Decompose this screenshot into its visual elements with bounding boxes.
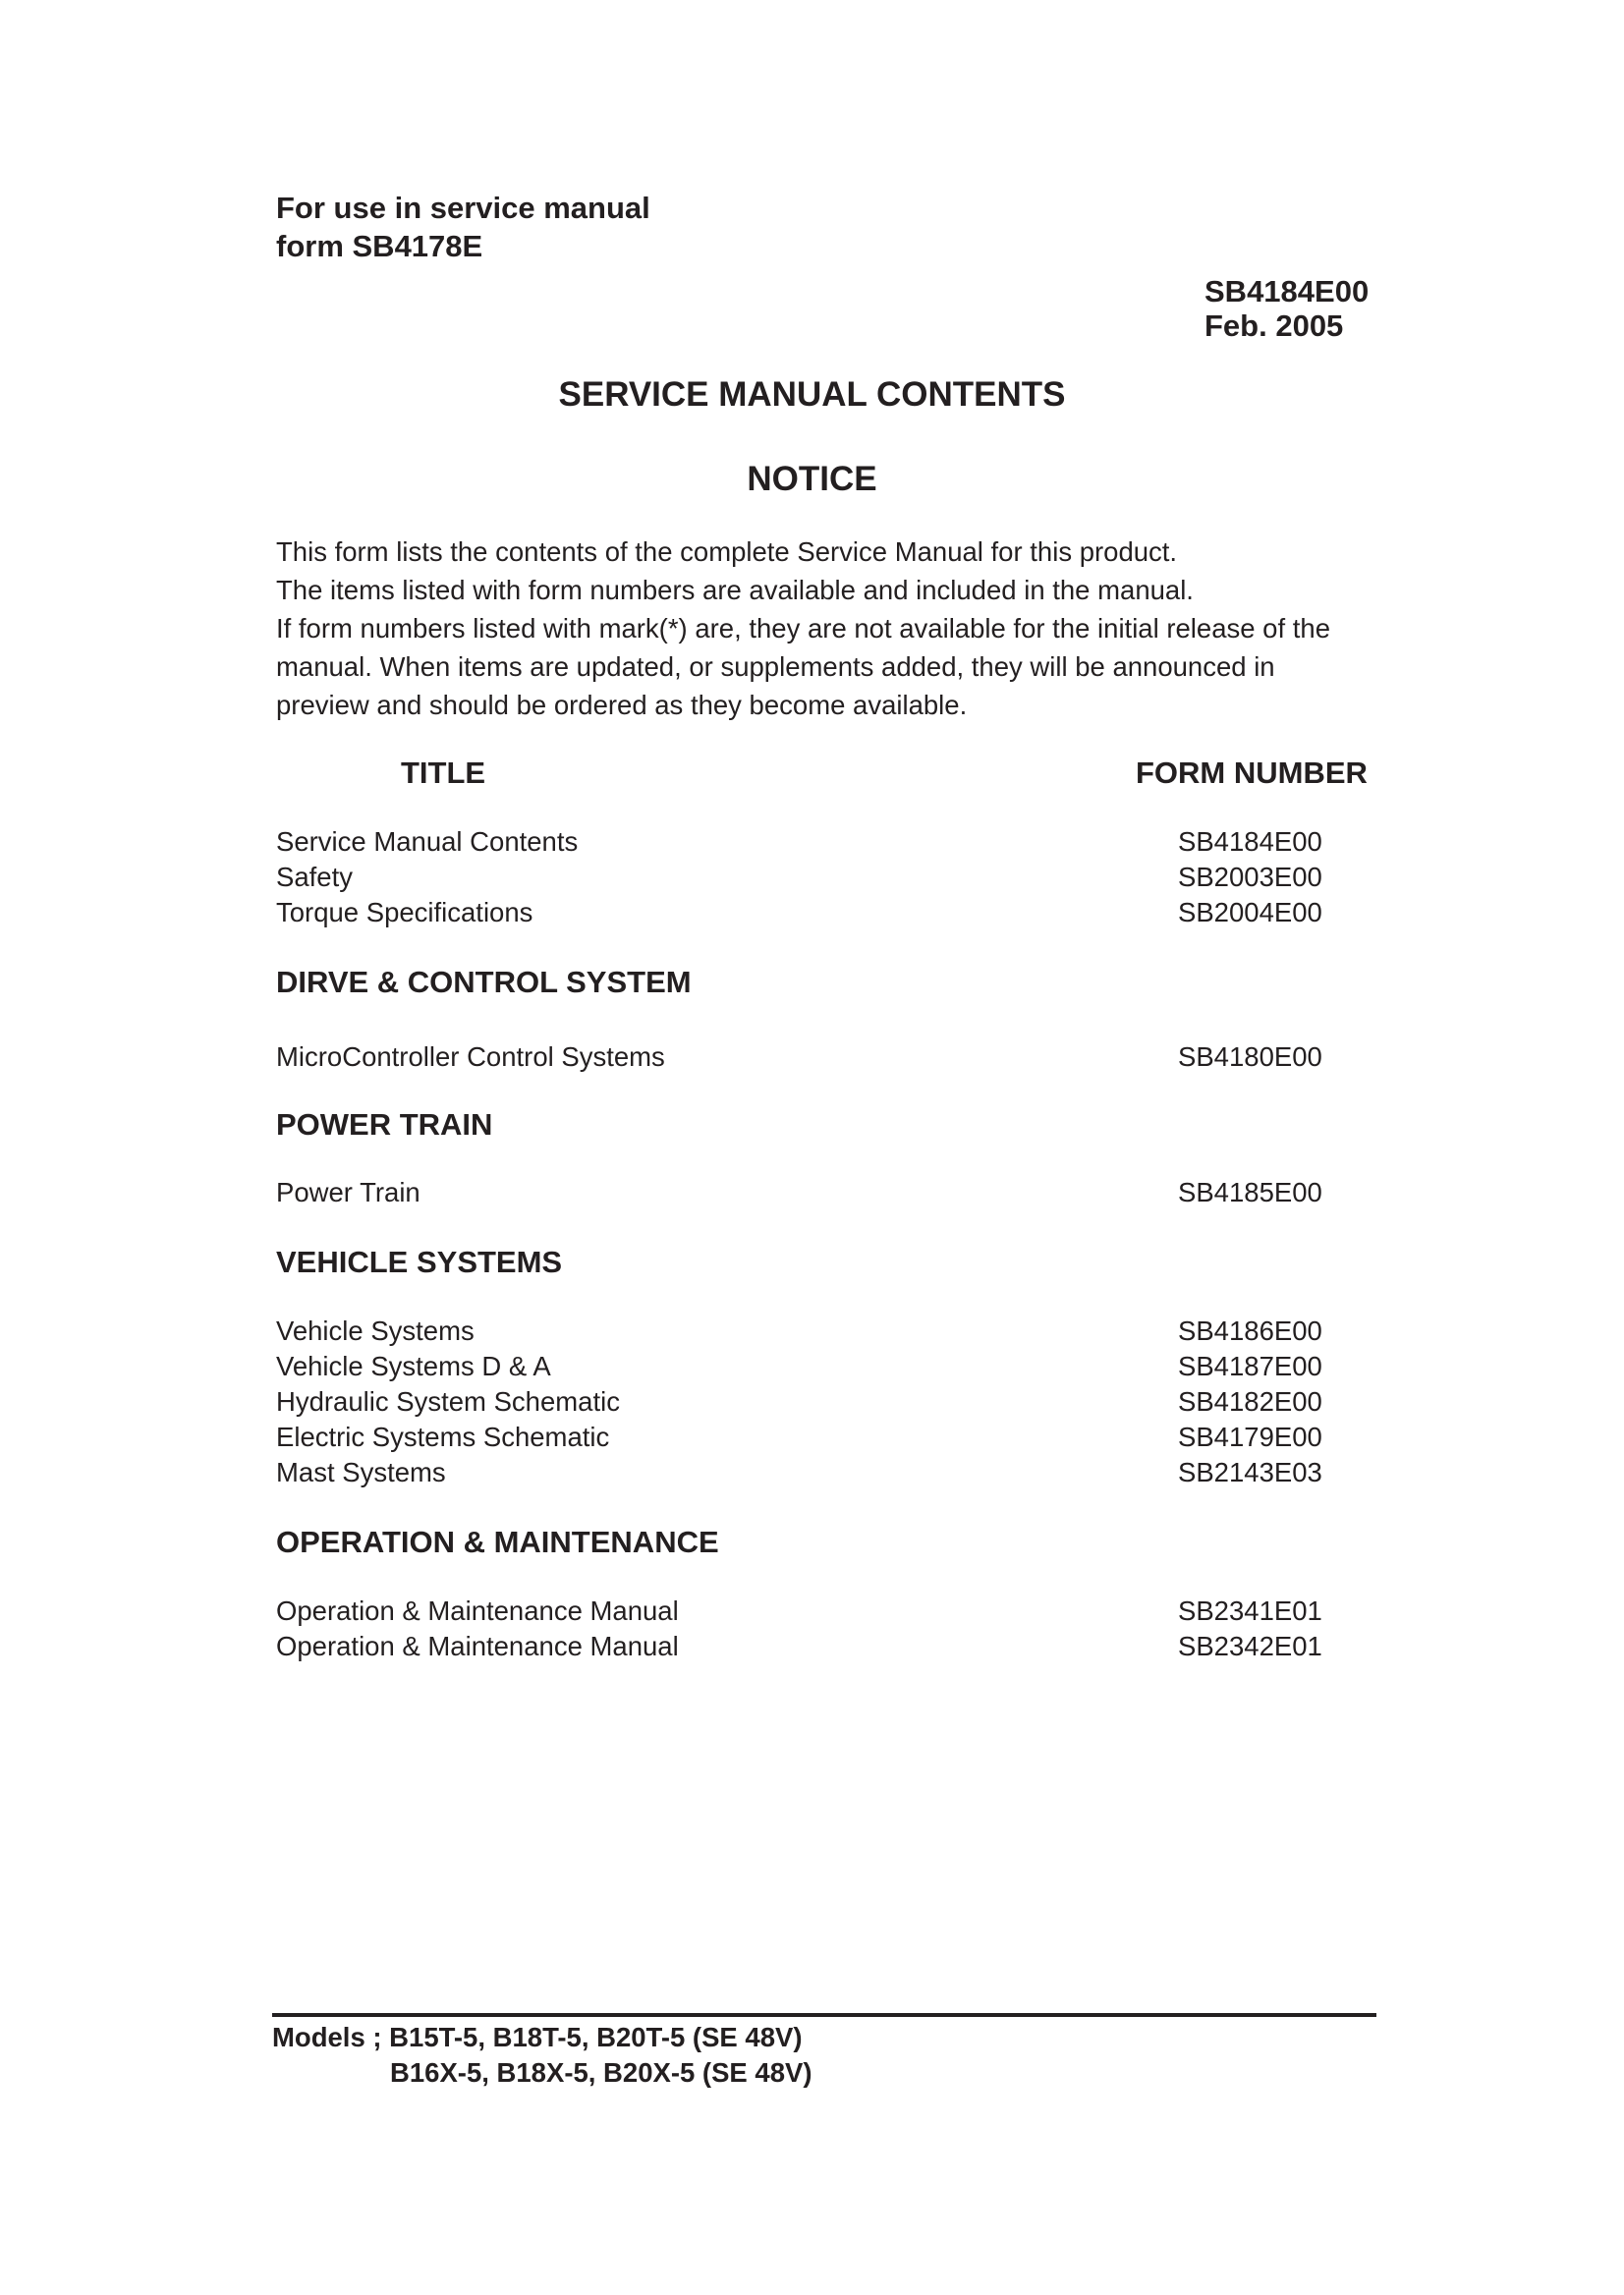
item-form-number: SB4185E00 xyxy=(1178,1177,1322,1207)
models-line1: Models ; B15T-5, B18T-5, B20T-5 (SE 48V) xyxy=(272,2022,803,2052)
list-item xyxy=(276,1594,1327,1629)
document-number: SB4184E00 xyxy=(1204,274,1370,308)
notice-line: If form numbers listed with mark(*) are, they are not available for the initial release of the xyxy=(276,613,1330,644)
item-title: Mast Systems xyxy=(276,1457,446,1487)
list-item xyxy=(276,1175,1327,1210)
column-header-title: TITLE xyxy=(401,756,486,790)
item-form-number: SB2143E03 xyxy=(1178,1457,1322,1487)
item-title: Service Manual Contents xyxy=(276,826,579,857)
section-heading-power-train: POWER TRAIN xyxy=(276,1107,493,1142)
usage-note-line2: form SB4178E xyxy=(276,229,483,263)
item-form-number: SB2342E01 xyxy=(1178,1631,1322,1661)
item-form-number: SB4180E00 xyxy=(1178,1041,1322,1072)
item-title: MicroController Control Systems xyxy=(276,1041,665,1072)
notice-text xyxy=(276,532,1330,724)
notice-line: manual. When items are updated, or supplements added, they will be announced in xyxy=(276,651,1275,682)
item-form-number: SB2003E00 xyxy=(1178,862,1322,892)
item-form-number: SB4182E00 xyxy=(1178,1386,1322,1417)
document-date: Feb. 2005 xyxy=(1204,308,1344,343)
models-line2: B16X-5, B18X-5, B20X-5 (SE 48V) xyxy=(390,2057,812,2088)
section-heading-drive-control: DIRVE & CONTROL SYSTEM xyxy=(276,965,692,999)
notice-line: This form lists the contents of the complete Service Manual for this product. xyxy=(276,536,1178,567)
column-header-form-number: FORM NUMBER xyxy=(1136,756,1368,790)
list-item xyxy=(276,824,1327,860)
section-heading-vehicle-systems: VEHICLE SYSTEMS xyxy=(276,1245,563,1279)
item-title: Hydraulic System Schematic xyxy=(276,1386,620,1417)
list-item xyxy=(276,1629,1327,1664)
list-item xyxy=(276,1455,1327,1490)
notice-heading: NOTICE xyxy=(747,460,877,498)
list-item xyxy=(276,895,1327,930)
item-title: Electric Systems Schematic xyxy=(276,1422,610,1452)
item-form-number: SB4186E00 xyxy=(1178,1315,1322,1346)
item-title: Safety xyxy=(276,862,353,892)
section-heading-operation-maintenance: OPERATION & MAINTENANCE xyxy=(276,1525,719,1559)
item-form-number: SB2004E00 xyxy=(1178,897,1322,927)
item-form-number: SB4184E00 xyxy=(1178,826,1322,857)
item-title: Operation & Maintenance Manual xyxy=(276,1631,679,1661)
list-item xyxy=(276,1314,1327,1349)
list-item xyxy=(276,1039,1327,1075)
item-title: Operation & Maintenance Manual xyxy=(276,1595,679,1626)
item-form-number: SB4179E00 xyxy=(1178,1422,1322,1452)
notice-line: preview and should be ordered as they become available. xyxy=(276,690,968,720)
item-title: Power Train xyxy=(276,1177,420,1207)
page-title: SERVICE MANUAL CONTENTS xyxy=(558,375,1066,414)
item-title: Torque Specifications xyxy=(276,897,533,927)
item-form-number: SB2341E01 xyxy=(1178,1595,1322,1626)
list-item xyxy=(276,860,1327,895)
list-item xyxy=(276,1384,1327,1420)
notice-line: The items listed with form numbers are available and included in the manual. xyxy=(276,575,1194,605)
item-title: Vehicle Systems D & A xyxy=(276,1351,551,1381)
item-title: Vehicle Systems xyxy=(276,1315,475,1346)
list-item xyxy=(276,1349,1327,1384)
usage-note-line1: For use in service manual xyxy=(276,191,650,225)
list-item xyxy=(276,1420,1327,1455)
item-form-number: SB4187E00 xyxy=(1178,1351,1322,1381)
footer-divider xyxy=(272,2013,1376,2017)
